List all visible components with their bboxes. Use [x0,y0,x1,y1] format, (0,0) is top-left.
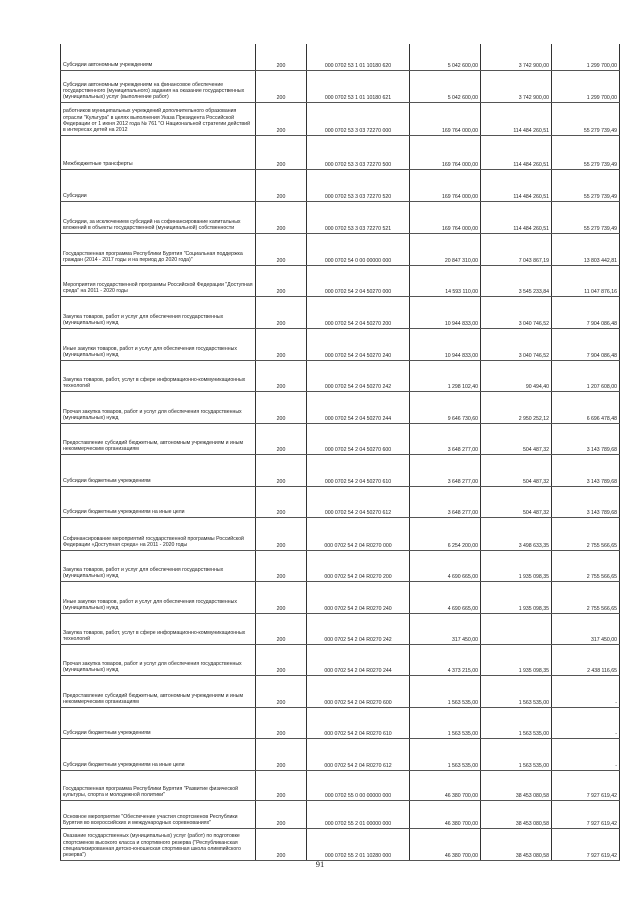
row-code-cell: 200 [256,707,307,738]
row-executed-cell: 90 494,40 [481,360,552,391]
row-kbk-cell: 000 0702 54 2 04 R0270 612 [307,738,410,770]
row-kbk-cell: 000 0702 54 2 04 50270 600 [307,423,410,454]
table-row [61,201,620,233]
row-code-cell: 200 [256,454,307,486]
row-code-cell: 200 [256,52,307,70]
row-kbk-cell: 000 0702 54 2 04 50270 610 [307,454,410,486]
row-name-cell: Субсидии бюджетным учреждениям на иные цели [61,738,256,770]
row-approved-cell: 46 380 700,00 [410,770,481,800]
table-row [61,102,620,135]
row-executed-cell: 3 545 233,84 [481,265,552,296]
row-remaining-cell: 7 927 619,42 [552,770,620,800]
row-approved-cell: 10 944 833,00 [410,328,481,360]
table-top-spacer [61,44,620,52]
row-remaining-cell: 7 904 086,48 [552,296,620,328]
row-executed-cell: 38 453 080,58 [481,800,552,828]
table-row [61,360,620,391]
row-remaining-cell: 55 279 739,49 [552,135,620,169]
row-kbk-cell: 000 0702 54 2 04 R0270 600 [307,675,410,707]
table-row [61,52,620,70]
row-name-cell: Прочая закупка товаров, работ и услуг для обеспечения государственных (муниципальных) нужд [61,391,256,423]
table-row [61,328,620,360]
row-executed-cell: 1 935 098,35 [481,581,552,613]
row-executed-cell: 114 484 260,51 [481,169,552,201]
row-approved-cell: 10 944 833,00 [410,296,481,328]
row-approved-cell: 6 254 200,00 [410,517,481,550]
row-code-cell: 200 [256,644,307,675]
row-code-cell: 200 [256,169,307,201]
row-remaining-cell: 1 207 608,00 [552,360,620,391]
table-row [61,770,620,800]
row-approved-cell: 1 298 102,40 [410,360,481,391]
row-kbk-cell: 000 0702 53 3 03 72270 000 [307,102,410,135]
table-row [61,391,620,423]
row-name-cell: Иные закупки товаров, работ и услуг для обеспечения государственных (муниципальных) нужд [61,328,256,360]
row-name-cell: Оказание государственных (муниципальных) услуг (работ) по подготовке спортсменов высокого класса и спортивного резерва ("Республиканская специализированная детско-юношеская спортивная школа олимпийского резерва") [61,828,256,860]
row-executed-cell: 1 563 535,00 [481,738,552,770]
row-kbk-cell: 000 0702 54 2 04 50270 200 [307,296,410,328]
row-executed-cell: 3 498 633,35 [481,517,552,550]
row-code-cell: 200 [256,360,307,391]
row-kbk-cell: 000 0702 53 3 03 72270 521 [307,201,410,233]
table-row [61,581,620,613]
row-executed-cell: 114 484 260,51 [481,201,552,233]
row-code-cell: 200 [256,550,307,581]
row-approved-cell: 1 563 535,00 [410,738,481,770]
row-remaining-cell: 55 279 739,49 [552,169,620,201]
row-executed-cell: 3 742 900,00 [481,52,552,70]
row-kbk-cell: 000 0702 54 2 04 R0270 240 [307,581,410,613]
row-kbk-cell: 000 0702 54 2 04 R0270 244 [307,644,410,675]
row-name-cell: Государственная программа Республики Бурятия "Социальная поддержка граждан (2014 - 2017 годы и на период до 2020 года)" [61,233,256,265]
row-executed-cell: 2 950 252,12 [481,391,552,423]
table-row [61,707,620,738]
row-name-cell: Закупка товаров, работ, услуг в сфере информационно-коммуникационных технологий [61,360,256,391]
row-remaining-cell: 7 927 619,42 [552,828,620,860]
row-approved-cell: 169 764 000,00 [410,201,481,233]
table-row [61,265,620,296]
table-row [61,550,620,581]
row-executed-cell: 504 487,32 [481,454,552,486]
row-remaining-cell: 55 279 739,49 [552,102,620,135]
row-code-cell: 200 [256,328,307,360]
table-row [61,135,620,169]
row-approved-cell: 3 648 277,00 [410,423,481,454]
row-remaining-cell: 6 696 478,48 [552,391,620,423]
row-code-cell: 200 [256,423,307,454]
row-kbk-cell: 000 0702 55 2 01 10280 000 [307,828,410,860]
row-executed-cell: 38 453 080,58 [481,770,552,800]
row-approved-cell: 1 563 535,00 [410,675,481,707]
table-row [61,70,620,102]
row-name-cell: Закупка товаров, работ и услуг для обеспечения государственных (муниципальных) нужд [61,550,256,581]
table-row [61,517,620,550]
row-kbk-cell: 000 0702 53 1 01 10180 621 [307,70,410,102]
table-row [61,828,620,860]
row-code-cell: 200 [256,675,307,707]
row-approved-cell: 46 380 700,00 [410,828,481,860]
row-name-cell: Софинансирование мероприятий государственной программы Российской Федерации «Доступная среда» на 2011 - 2020 годы [61,517,256,550]
row-approved-cell: 169 764 000,00 [410,102,481,135]
row-approved-cell: 4 690 665,00 [410,550,481,581]
row-name-cell: Субсидии автономным учреждениям на финансовое обеспечение государственного (муниципального) задания на оказание государственных (муниципальных) услуг (выполнение работ) [61,70,256,102]
row-executed-cell: 3 040 746,52 [481,296,552,328]
row-remaining-cell: 317 450,00 [552,613,620,644]
row-remaining-cell: 1 299 700,00 [552,52,620,70]
row-approved-cell: 169 764 000,00 [410,169,481,201]
row-code-cell: 200 [256,265,307,296]
row-name-cell: Субсидии бюджетным учреждениям [61,454,256,486]
row-remaining-cell: 11 047 876,16 [552,265,620,296]
row-code-cell: 200 [256,296,307,328]
row-code-cell: 200 [256,828,307,860]
row-code-cell: 200 [256,770,307,800]
table-row [61,233,620,265]
row-executed-cell: 38 453 080,58 [481,828,552,860]
row-remaining-cell: - [552,707,620,738]
row-name-cell: Предоставление субсидий бюджетным, автономным учреждениям и иным некоммерческим организациям [61,675,256,707]
table-row [61,738,620,770]
row-kbk-cell: 000 0702 54 2 04 R0270 000 [307,517,410,550]
row-name-cell: Государственная программа Республики Бурятия "Развитие физической культуры, спорта и молодежной политики" [61,770,256,800]
table-row [61,423,620,454]
row-approved-cell: 4 690 665,00 [410,581,481,613]
row-executed-cell: 1 935 098,35 [481,550,552,581]
table-row [61,169,620,201]
row-code-cell: 200 [256,70,307,102]
row-executed-cell: 504 487,32 [481,423,552,454]
budget-table [60,44,620,861]
row-executed-cell: 504 487,32 [481,486,552,517]
row-kbk-cell: 000 0702 55 2 01 00000 000 [307,800,410,828]
row-name-cell: Закупка товаров, работ, услуг в сфере информационно-коммуникационных технологий [61,613,256,644]
row-name-cell: Субсидии автономным учреждениям [61,52,256,70]
row-executed-cell: 1 935 098,35 [481,644,552,675]
row-remaining-cell: 55 279 739,49 [552,201,620,233]
row-approved-cell: 1 563 535,00 [410,707,481,738]
row-remaining-cell: - [552,675,620,707]
table-row [61,486,620,517]
row-code-cell: 200 [256,201,307,233]
row-code-cell: 200 [256,738,307,770]
row-remaining-cell: 13 803 442,81 [552,233,620,265]
table-row [61,800,620,828]
row-code-cell: 200 [256,135,307,169]
row-kbk-cell: 000 0702 54 2 04 50270 242 [307,360,410,391]
row-remaining-cell: 1 299 700,00 [552,70,620,102]
row-remaining-cell: 3 143 789,68 [552,486,620,517]
row-executed-cell: 3 040 746,52 [481,328,552,360]
row-code-cell: 200 [256,517,307,550]
row-approved-cell: 14 593 110,00 [410,265,481,296]
row-approved-cell: 4 373 215,00 [410,644,481,675]
row-remaining-cell: 7 927 619,42 [552,800,620,828]
row-executed-cell [481,613,552,644]
row-name-cell: Субсидии, за исключением субсидий на софинансирование капитальных вложений в объекты государственной (муниципальной) собственности [61,201,256,233]
row-code-cell: 200 [256,391,307,423]
row-kbk-cell: 000 0702 54 0 00 00000 000 [307,233,410,265]
table-row [61,675,620,707]
row-code-cell: 200 [256,486,307,517]
row-kbk-cell: 000 0702 54 2 04 50270 244 [307,391,410,423]
row-approved-cell: 169 764 000,00 [410,135,481,169]
table-row [61,454,620,486]
row-name-cell: Мероприятия государственной программы Российской Федерации "Доступная среда" на 2011 - 2020 годы [61,265,256,296]
row-name-cell: Субсидии бюджетным учреждениям [61,707,256,738]
row-remaining-cell: - [552,738,620,770]
row-name-cell: Закупка товаров, работ и услуг для обеспечения государственных (муниципальных) нужд [61,296,256,328]
row-approved-cell: 5 042 600,00 [410,52,481,70]
row-remaining-cell: 2 755 566,65 [552,550,620,581]
row-kbk-cell: 000 0702 54 2 04 50270 000 [307,265,410,296]
table-row [61,613,620,644]
row-name-cell: Предоставление субсидий бюджетным, автономным учреждениям и иным некоммерческим организациям [61,423,256,454]
row-kbk-cell: 000 0702 54 2 04 R0270 200 [307,550,410,581]
row-name-cell: Основное мероприятие "Обеспечение участия спортсменов Республики Бурятия во всероссийских и международных соревнованиях" [61,800,256,828]
row-approved-cell: 5 042 600,00 [410,70,481,102]
row-remaining-cell: 7 904 086,48 [552,328,620,360]
table-row [61,644,620,675]
row-code-cell: 200 [256,581,307,613]
row-approved-cell: 9 646 730,60 [410,391,481,423]
row-executed-cell: 114 484 260,51 [481,102,552,135]
budget-table-container [60,44,617,861]
row-approved-cell: 46 380 700,00 [410,800,481,828]
row-name-cell: Субсидии [61,169,256,201]
row-kbk-cell: 000 0702 54 2 04 50270 240 [307,328,410,360]
table-row [61,296,620,328]
row-approved-cell: 3 648 277,00 [410,486,481,517]
row-name-cell: работников муниципальных учреждений дополнительного образования отрасли "Культура" в целях выполнения Указа Президента Российской Федерации от 1 июня 2012 года № 761 "О Национальной стратегии действий в интересах детей на 2012 [61,102,256,135]
row-remaining-cell: 3 143 789,68 [552,423,620,454]
row-kbk-cell: 000 0702 53 1 01 10180 620 [307,52,410,70]
row-remaining-cell: 2 755 566,65 [552,581,620,613]
row-name-cell: Субсидии бюджетным учреждениям на иные цели [61,486,256,517]
page-number: 91 [315,859,325,869]
row-executed-cell: 1 563 535,00 [481,675,552,707]
row-executed-cell: 3 742 900,00 [481,70,552,102]
row-kbk-cell: 000 0702 53 3 03 72270 520 [307,169,410,201]
row-name-cell: Межбюджетные трансферты [61,135,256,169]
budget-table-body [61,44,620,860]
row-kbk-cell: 000 0702 54 2 04 50270 612 [307,486,410,517]
row-name-cell: Прочая закупка товаров, работ и услуг для обеспечения государственных (муниципальных) нужд [61,644,256,675]
row-executed-cell: 7 043 867,19 [481,233,552,265]
row-kbk-cell: 000 0702 55 0 00 00000 000 [307,770,410,800]
row-kbk-cell: 000 0702 54 2 04 R0270 610 [307,707,410,738]
row-approved-cell: 20 847 310,00 [410,233,481,265]
row-approved-cell: 317 450,00 [410,613,481,644]
row-code-cell: 200 [256,613,307,644]
row-code-cell: 200 [256,102,307,135]
row-remaining-cell: 2 755 566,65 [552,517,620,550]
row-executed-cell: 1 563 535,00 [481,707,552,738]
row-remaining-cell: 3 143 789,68 [552,454,620,486]
row-remaining-cell: 2 438 116,65 [552,644,620,675]
row-code-cell: 200 [256,233,307,265]
row-kbk-cell: 000 0702 54 2 04 R0270 242 [307,613,410,644]
row-name-cell: Иные закупки товаров, работ и услуг для обеспечения государственных (муниципальных) нужд [61,581,256,613]
row-executed-cell: 114 484 260,51 [481,135,552,169]
row-approved-cell: 3 648 277,00 [410,454,481,486]
row-code-cell: 200 [256,800,307,828]
row-kbk-cell: 000 0702 53 3 03 72270 500 [307,135,410,169]
